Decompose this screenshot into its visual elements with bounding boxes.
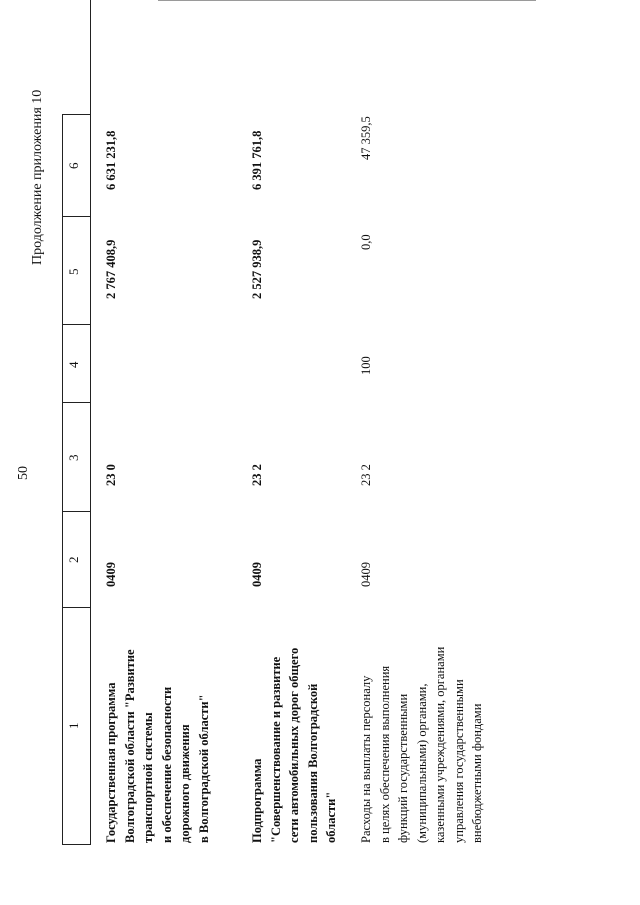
row-3-name-line: управления государственными — [451, 679, 466, 843]
row-1-section: 0409 — [104, 562, 118, 587]
row-2-name-line: "Совершенствование и развитие — [268, 656, 283, 843]
column-number-6: 6 — [66, 162, 81, 169]
row-2-col5: 2 527 938,9 — [250, 239, 264, 299]
column-divider — [62, 402, 90, 403]
row-1-name-line: Волгоградской области "Развитие — [122, 649, 137, 843]
row-2-name — [248, 613, 341, 843]
row-3-expense-type: 100 — [359, 356, 373, 375]
row-3-target: 23 2 — [359, 464, 373, 486]
row-1-col6: 6 631 231,8 — [104, 130, 118, 190]
column-divider — [62, 114, 90, 115]
row-3-section: 0409 — [359, 562, 373, 587]
row-2-name-line: сети автомобильных дорог общего — [287, 647, 301, 843]
table-header-top-rule — [62, 115, 63, 845]
column-number-5: 5 — [66, 268, 81, 275]
row-1-name-line: Государственная программа — [104, 682, 118, 843]
row-3-col5: 0,0 — [359, 234, 373, 250]
row-1-target: 23 0 — [104, 464, 118, 486]
column-divider — [62, 511, 90, 512]
row-3-col6: 47 359,5 — [359, 116, 373, 160]
row-1-name-line: дорожного движения — [178, 724, 192, 843]
row-3-name-line: функций государственными — [396, 693, 410, 843]
page-number: 50 — [16, 466, 31, 480]
row-3-name-line: внебюджетными фондами — [470, 703, 484, 843]
row-2-target: 23 2 — [250, 464, 264, 486]
row-2-name-line: пользования Волгоградской — [305, 683, 320, 843]
row-3-name-line: казенными учреждениями, органами — [433, 646, 447, 843]
column-divider — [62, 607, 90, 608]
row-1-name-line: транспортной системы — [141, 712, 155, 843]
row-2-name-line: области" — [324, 791, 338, 843]
row-1-col5: 2 767 408,9 — [104, 239, 118, 299]
column-number-1: 1 — [66, 722, 81, 729]
column-number-2: 2 — [66, 556, 81, 563]
row-1-name — [102, 613, 213, 843]
column-number-3: 3 — [66, 454, 81, 461]
column-divider — [62, 216, 90, 217]
row-3-name-line: Расходы на выплаты персоналу — [359, 675, 373, 843]
row-3-name-line: в целях обеспечения выполнения — [377, 665, 392, 843]
row-2-col6: 6 391 761,8 — [250, 130, 264, 190]
column-divider — [62, 324, 90, 325]
column-number-4: 4 — [66, 361, 81, 368]
row-1-name-line: в Волгоградской области" — [196, 694, 211, 843]
row-2-name-line: Подпрограмма — [250, 758, 264, 843]
continuation-title: Продолжение приложения 10 — [30, 89, 45, 265]
row-3-name-line: (муниципальными) органами, — [414, 683, 429, 843]
column-divider — [62, 844, 90, 845]
row-3-name — [357, 603, 487, 843]
row-1-name-line: и обеспечение безопасности — [159, 686, 174, 843]
table-header-bottom-rule — [90, 0, 91, 845]
row-2-section: 0409 — [250, 562, 264, 587]
